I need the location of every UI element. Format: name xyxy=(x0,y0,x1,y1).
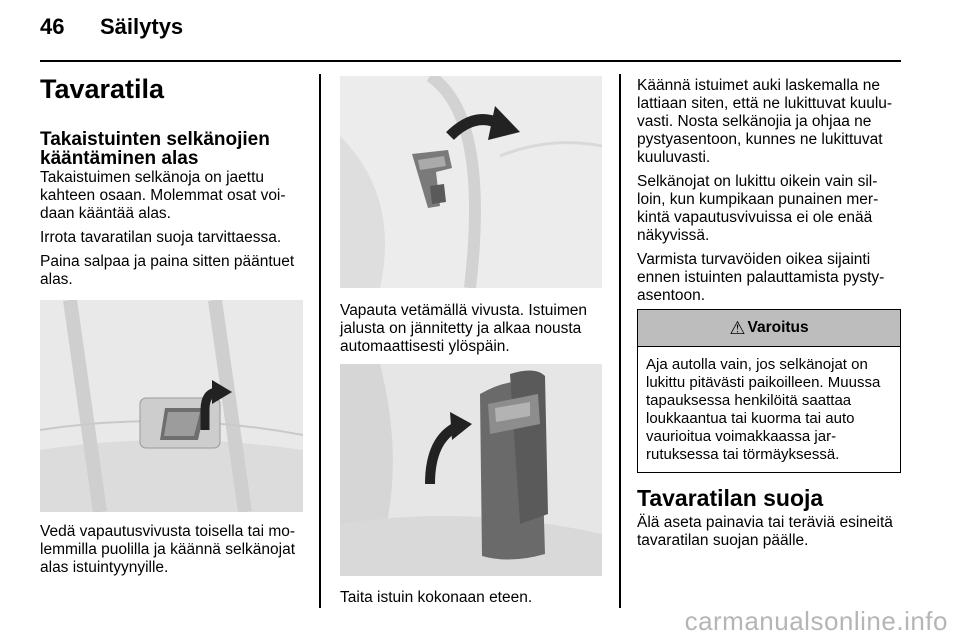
middle-caption-1: Vapauta vetämällä vivusta. Istuimen jalusta on jännitetty ja alkaa nousta automaattisesti ylöspäin. xyxy=(340,302,587,355)
paragraph-2: Irrota tavaratilan suoja tarvittaessa. xyxy=(40,229,282,246)
watermark: carmanualsonline.info xyxy=(684,606,948,636)
paragraph-3: Paina salpaa ja paina sitten pääntuet alas. xyxy=(40,253,295,288)
paragraph-7: Älä aseta painavia tai teräviä esineitä tavaratilan suojan päälle. xyxy=(637,514,893,549)
header-rule xyxy=(40,60,901,62)
figure-release-lever xyxy=(340,76,602,288)
figure-headrest-latch xyxy=(40,300,303,512)
figure-folded-seat xyxy=(340,364,602,576)
paragraph-1: Takaistuimen selkänoja on jaettu kahteen osaan. Molemmat osat voi-daan kääntää alas. xyxy=(40,169,286,222)
page-number: 46 xyxy=(40,14,65,39)
right-column-bottom xyxy=(637,485,907,556)
subsection-heading-2: Tavaratilan suoja xyxy=(637,485,824,511)
subsection-heading: Takaistuinten selkänojien kääntäminen alas xyxy=(40,129,270,169)
left-caption: Vedä vapautusvivusta toisella tai mo-lemmilla puolilla ja käännä selkänojat alas istuintyynyille. xyxy=(40,523,296,576)
section-title: Säilytys xyxy=(100,14,184,39)
paragraph-5: Selkänojat on lukittu oikein vain sil-loin, kun kumpikaan punainen mer-kintä vapautusvivuissa ei ole enää näkyvissä. xyxy=(637,173,879,244)
paragraph-4: Käännä istuimet auki laskemalla ne lattiaan siten, että ne lukittuvat kuulu-vasti. Nosta selkänojia ja ohjaa ne pystyasentoon, kunnes ne lukittuvat kuuluvasti. xyxy=(637,77,893,166)
right-column xyxy=(637,77,903,311)
warning-body: Aja autolla vain, jos selkänojat on lukittu pitävästi paikoilleen. Muussa tapauksessa henkilöitä saattaa loukkaantua tai kuorma tai auto vaurioitua voimakkaassa jar-rutuksessa tai törmäyksessä. xyxy=(646,356,881,463)
column-divider-2 xyxy=(619,74,621,608)
column-divider-1 xyxy=(319,74,321,608)
warning-box xyxy=(637,309,901,473)
page-heading: Tavaratila xyxy=(40,74,165,104)
paragraph-6: Varmista turvavöiden oikea sijainti ennen istuinten palauttamista pysty-asentoon. xyxy=(637,251,885,304)
middle-caption-2: Taita istuin kokonaan eteen. xyxy=(340,589,533,606)
warning-header xyxy=(638,310,900,347)
left-column xyxy=(40,74,304,295)
warning-title: Varoitus xyxy=(747,319,809,336)
warning-triangle-icon: ⚠ xyxy=(729,317,746,338)
